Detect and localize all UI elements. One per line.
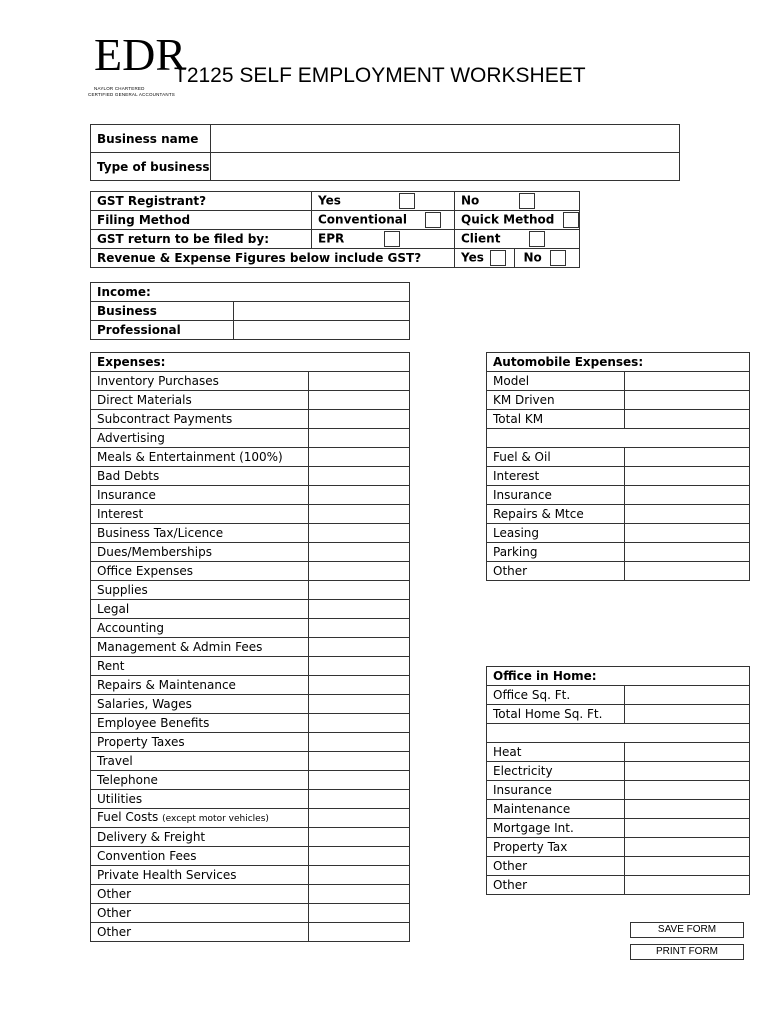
auto-top-0-text: Model: [493, 374, 530, 388]
office-bottom-6-label: [487, 857, 625, 876]
expense-row-4-label: [91, 448, 309, 467]
expense-row-15-field[interactable]: [309, 657, 410, 676]
expense-row-23-note: (except motor vehicles): [162, 814, 269, 824]
income-professional-field[interactable]: [234, 321, 410, 340]
gst-no-label: No: [461, 193, 480, 208]
expense-row-1-field[interactable]: [309, 391, 410, 410]
office-bottom-6-field[interactable]: [625, 857, 750, 876]
office-home-table: [486, 666, 750, 895]
office-bottom-2-label: [487, 781, 625, 800]
gst-return-client-label: Client: [461, 231, 501, 246]
expense-row-5-label: [91, 467, 309, 486]
filing-quick-checkbox[interactable]: [563, 212, 579, 228]
expense-row-12-field[interactable]: [309, 600, 410, 619]
expense-row-25-label: [91, 847, 309, 866]
expense-row-20-label: [91, 752, 309, 771]
expense-row-0-text: Inventory Purchases: [97, 374, 219, 388]
gst-yes-label: Yes: [318, 193, 341, 208]
expense-row-6-field[interactable]: [309, 486, 410, 505]
expense-row-18-field[interactable]: [309, 714, 410, 733]
filing-quick-label: Quick Method: [461, 212, 555, 227]
auto-bottom-3-label: [487, 505, 625, 524]
expense-row-21-text: Telephone: [97, 773, 158, 787]
auto-top-1-label: [487, 391, 625, 410]
expense-row-11-text: Supplies: [97, 583, 148, 597]
business-info-table: [90, 124, 680, 181]
expense-row-17-label: [91, 695, 309, 714]
office-bottom-7-text: Other: [493, 878, 528, 892]
income-professional-label: Professional: [91, 321, 234, 340]
expense-row-18-text: Employee Benefits: [97, 716, 210, 730]
auto-bottom-2-field[interactable]: [625, 486, 750, 505]
auto-bottom-0-label: [487, 448, 625, 467]
auto-bottom-2-label: [487, 486, 625, 505]
auto-bottom-4-field[interactable]: [625, 524, 750, 543]
expense-row-20-text: Travel: [97, 754, 133, 768]
filing-conventional-checkbox[interactable]: [425, 212, 441, 228]
expense-row-12-text: Legal: [97, 602, 130, 616]
expense-row-3-field[interactable]: [309, 429, 410, 448]
expense-row-7-text: Interest: [97, 507, 144, 521]
expense-row-18-label: [91, 714, 309, 733]
expense-row-10-field[interactable]: [309, 562, 410, 581]
filing-method-label: Filing Method: [91, 211, 312, 230]
office-bottom-7-label: [487, 876, 625, 895]
business-name-label: Business name: [91, 125, 211, 153]
expense-row-21-field[interactable]: [309, 771, 410, 790]
office-bottom-5-label: [487, 838, 625, 857]
auto-bottom-0-text: Fuel & Oil: [493, 450, 551, 464]
expense-row-6-text: Insurance: [97, 488, 156, 502]
expense-row-0-label: [91, 372, 309, 391]
office-top-1-field[interactable]: [625, 705, 750, 724]
auto-bottom-1-field[interactable]: [625, 467, 750, 486]
expense-row-19-field[interactable]: [309, 733, 410, 752]
logo-line2: CERTIFIED GENERAL ACCOUNTANTS: [88, 92, 175, 97]
expense-row-7-field[interactable]: [309, 505, 410, 524]
expense-row-2-text: Subcontract Payments: [97, 412, 233, 426]
expense-row-11-field[interactable]: [309, 581, 410, 600]
expense-row-16-field[interactable]: [309, 676, 410, 695]
expense-row-29-text: Other: [97, 925, 132, 939]
expense-row-27-text: Other: [97, 887, 132, 901]
expense-row-15-text: Rent: [97, 659, 125, 673]
auto-bottom-1-label: [487, 467, 625, 486]
office-bottom-7-field[interactable]: [625, 876, 750, 895]
expense-row-15-label: [91, 657, 309, 676]
auto-bottom-6-text: Other: [493, 564, 528, 578]
business-type-field[interactable]: [210, 153, 680, 181]
expense-row-6-label: [91, 486, 309, 505]
expense-row-22-label: [91, 790, 309, 809]
expense-row-23-field[interactable]: [309, 809, 410, 828]
office-bottom-2-field[interactable]: [625, 781, 750, 800]
expense-row-27-label: [91, 885, 309, 904]
expense-row-12-label: [91, 600, 309, 619]
auto-bottom-0-field[interactable]: [625, 448, 750, 467]
expense-row-20-field[interactable]: [309, 752, 410, 771]
expense-row-2-label: [91, 410, 309, 429]
expense-row-13-field[interactable]: [309, 619, 410, 638]
income-table: [90, 282, 410, 340]
auto-bottom-6-label: [487, 562, 625, 581]
auto-bottom-6-field[interactable]: [625, 562, 750, 581]
expense-row-24-field[interactable]: [309, 828, 410, 847]
auto-bottom-4-label: [487, 524, 625, 543]
expense-row-2-field[interactable]: [309, 410, 410, 429]
business-name-field[interactable]: [210, 125, 680, 153]
expenses-table: [90, 352, 410, 942]
gst-table: [90, 191, 580, 268]
income-heading: Income:: [91, 283, 410, 302]
expense-row-8-text: Business Tax/Licence: [97, 526, 224, 540]
office-bottom-1-text: Electricity: [493, 764, 553, 778]
expense-row-29-field[interactable]: [309, 923, 410, 942]
auto-bottom-4-text: Leasing: [493, 526, 540, 540]
expense-row-24-text: Delivery & Freight: [97, 830, 206, 844]
expense-row-5-text: Bad Debts: [97, 469, 160, 483]
expense-row-10-text: Office Expenses: [97, 564, 194, 578]
auto-top-1-text: KM Driven: [493, 393, 555, 407]
expense-row-21-label: [91, 771, 309, 790]
gst-no-checkbox[interactable]: [519, 193, 535, 209]
filing-conventional-label: Conventional: [318, 212, 407, 227]
office-top-1-text: Total Home Sq. Ft.: [493, 707, 603, 721]
logo-line1: NAYLOR CHARTERED: [94, 86, 145, 91]
expense-row-23-label: [91, 809, 309, 828]
auto-bottom-3-field[interactable]: [625, 505, 750, 524]
revenue-no-label: No: [523, 250, 542, 265]
expense-row-4-field[interactable]: [309, 448, 410, 467]
office-bottom-4-text: Mortgage Int.: [493, 821, 574, 835]
auto-top-0-field[interactable]: [625, 372, 750, 391]
auto-top-1-field[interactable]: [625, 391, 750, 410]
office-bottom-6-text: Other: [493, 859, 528, 873]
expense-row-16-text: Repairs & Maintenance: [97, 678, 236, 692]
office-bottom-4-label: [487, 819, 625, 838]
office-top-0-text: Office Sq. Ft.: [493, 688, 571, 702]
expense-row-8-label: [91, 524, 309, 543]
expense-row-10-label: [91, 562, 309, 581]
income-business-label: Business: [91, 302, 234, 321]
expense-row-4-text: Meals & Entertainment (100%): [97, 450, 283, 464]
gst-return-epr-checkbox[interactable]: [384, 231, 400, 247]
expense-row-16-label: [91, 676, 309, 695]
office-bottom-3-field[interactable]: [625, 800, 750, 819]
revenue-no-checkbox[interactable]: [550, 250, 566, 266]
print-form-button[interactable]: PRINT FORM: [630, 944, 744, 960]
office-bottom-2-text: Insurance: [493, 783, 552, 797]
expense-row-9-text: Dues/Memberships: [97, 545, 212, 559]
expense-row-26-text: Private Health Services: [97, 868, 237, 882]
auto-bottom-5-text: Parking: [493, 545, 538, 559]
auto-top-2-field[interactable]: [625, 410, 750, 429]
auto-bottom-3-text: Repairs & Mtce: [493, 507, 584, 521]
revenue-yes-label: Yes: [461, 250, 484, 265]
expense-row-19-label: [91, 733, 309, 752]
office-bottom-0-text: Heat: [493, 745, 522, 759]
expense-row-22-field[interactable]: [309, 790, 410, 809]
office-spacer-row: [487, 724, 750, 743]
expense-row-7-label: [91, 505, 309, 524]
expense-row-23-text: Fuel Costs: [97, 810, 159, 824]
expense-row-14-text: Management & Admin Fees: [97, 640, 263, 654]
expense-row-19-text: Property Taxes: [97, 735, 185, 749]
office-top-0-label: [487, 686, 625, 705]
expense-row-26-field[interactable]: [309, 866, 410, 885]
expense-row-9-label: [91, 543, 309, 562]
office-home-heading: Office in Home:: [487, 667, 750, 686]
expense-row-25-field[interactable]: [309, 847, 410, 866]
expense-row-0-field[interactable]: [309, 372, 410, 391]
expense-row-3-text: Advertising: [97, 431, 165, 445]
office-top-0-field[interactable]: [625, 686, 750, 705]
expense-row-26-label: [91, 866, 309, 885]
revenue-gst-label: Revenue & Expense Figures below include GST?: [91, 249, 455, 268]
expense-row-1-text: Direct Materials: [97, 393, 192, 407]
automobile-table: [486, 352, 750, 581]
income-business-field[interactable]: [234, 302, 410, 321]
expense-row-9-field[interactable]: [309, 543, 410, 562]
office-bottom-1-field[interactable]: [625, 762, 750, 781]
expense-row-13-text: Accounting: [97, 621, 165, 635]
expense-row-14-label: [91, 638, 309, 657]
expense-row-24-label: [91, 828, 309, 847]
expense-row-28-text: Other: [97, 906, 132, 920]
auto-top-0-label: [487, 372, 625, 391]
auto-top-2-text: Total KM: [493, 412, 544, 426]
expense-row-5-field[interactable]: [309, 467, 410, 486]
gst-return-epr-label: EPR: [318, 231, 345, 246]
office-bottom-0-label: [487, 743, 625, 762]
auto-top-2-label: [487, 410, 625, 429]
business-type-label: Type of business: [91, 153, 211, 181]
expense-row-28-field[interactable]: [309, 904, 410, 923]
office-top-1-label: [487, 705, 625, 724]
auto-bottom-5-label: [487, 543, 625, 562]
expense-row-13-label: [91, 619, 309, 638]
office-bottom-1-label: [487, 762, 625, 781]
expense-row-22-text: Utilities: [97, 792, 143, 806]
expenses-heading: Expenses:: [91, 353, 410, 372]
gst-yes-checkbox[interactable]: [399, 193, 415, 209]
auto-spacer-row: [487, 429, 750, 448]
expense-row-17-text: Salaries, Wages: [97, 697, 192, 711]
company-logo: [88, 29, 186, 102]
expense-row-11-label: [91, 581, 309, 600]
expense-row-8-field[interactable]: [309, 524, 410, 543]
revenue-yes-checkbox[interactable]: [490, 250, 506, 266]
expense-row-25-text: Convention Fees: [97, 849, 197, 863]
logo-letters: EDR: [94, 29, 186, 80]
auto-bottom-1-text: Interest: [493, 469, 540, 483]
expense-row-1-label: [91, 391, 309, 410]
expense-row-28-label: [91, 904, 309, 923]
expense-row-27-field[interactable]: [309, 885, 410, 904]
auto-bottom-2-text: Insurance: [493, 488, 552, 502]
expense-row-17-field[interactable]: [309, 695, 410, 714]
gst-registrant-label: GST Registrant?: [91, 192, 312, 211]
expense-row-29-label: [91, 923, 309, 942]
gst-return-client-checkbox[interactable]: [529, 231, 545, 247]
expense-row-14-field[interactable]: [309, 638, 410, 657]
office-bottom-5-text: Property Tax: [493, 840, 568, 854]
page-title: T2125 SELF EMPLOYMENT WORKSHEET: [174, 64, 586, 87]
expense-row-3-label: [91, 429, 309, 448]
office-bottom-4-field[interactable]: [625, 819, 750, 838]
automobile-heading: Automobile Expenses:: [487, 353, 750, 372]
save-form-button[interactable]: SAVE FORM: [630, 922, 744, 938]
office-bottom-3-text: Maintenance: [493, 802, 571, 816]
gst-return-label: GST return to be filed by:: [91, 230, 312, 249]
office-bottom-3-label: [487, 800, 625, 819]
office-bottom-5-field[interactable]: [625, 838, 750, 857]
auto-bottom-5-field[interactable]: [625, 543, 750, 562]
office-bottom-0-field[interactable]: [625, 743, 750, 762]
